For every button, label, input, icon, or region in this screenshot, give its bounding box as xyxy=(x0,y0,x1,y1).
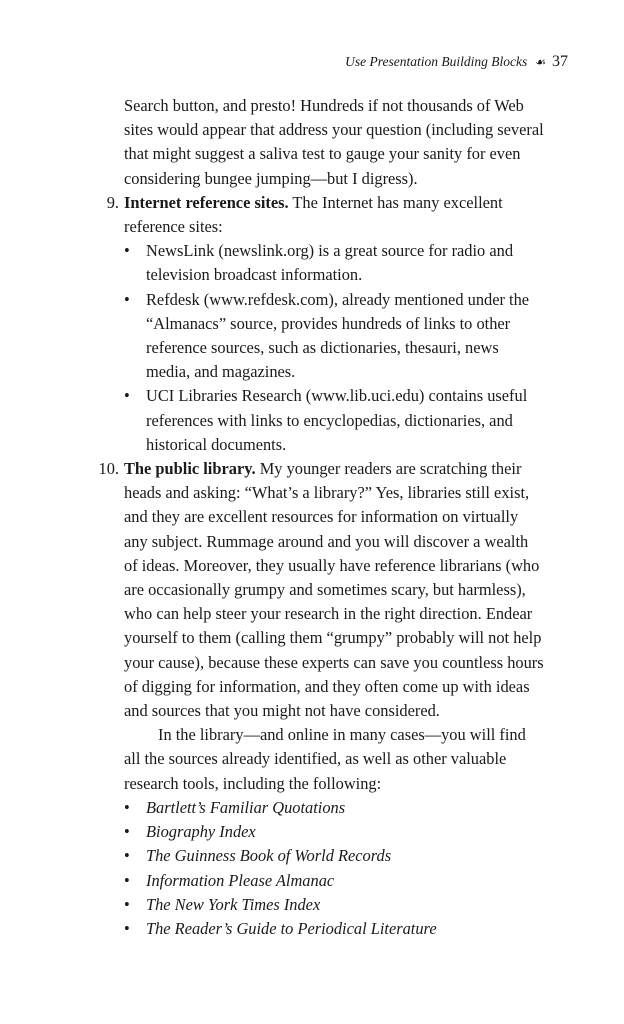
bullet-icon: • xyxy=(124,386,130,406)
text-line: any subject. Rummage around and you will discover a wealth xyxy=(124,531,529,551)
text-line: are occasionally grumpy and sometimes scary, but harmless), xyxy=(124,580,526,600)
bullet-icon: • xyxy=(124,822,130,842)
text-line: of digging for information, and they often come up with ideas xyxy=(124,676,530,696)
book-title: Information Please Almanac xyxy=(146,870,335,890)
research-tools-list xyxy=(124,796,574,941)
bullet-icon: • xyxy=(124,846,130,866)
text-line: My younger readers are scratching their xyxy=(259,459,522,479)
text-line: media, and magazines. xyxy=(146,362,296,382)
text-line: Refdesk (www.refdesk.com), already mentioned under the xyxy=(146,289,530,309)
library-paragraph xyxy=(124,723,574,796)
running-title: Use Presentation Building Blocks xyxy=(345,54,528,69)
text-line: who can help steer your research in the right direction. Endear xyxy=(124,604,533,624)
fleuron-ornament-icon: ☙ xyxy=(535,55,546,69)
text-line: Search button, and presto! Hundreds if not thousands of Web xyxy=(124,96,524,115)
page-body xyxy=(98,94,574,941)
text-line: and sources that you might not have considered. xyxy=(124,701,440,721)
bullet-item xyxy=(124,893,574,917)
bullet-item xyxy=(124,239,574,287)
text-line: considering bungee jumping—but I digress). xyxy=(124,168,418,188)
text-line: of ideas. Moreover, they usually have reference librarians (who xyxy=(124,555,540,575)
bullet-icon: • xyxy=(124,289,130,309)
item-number: 9. xyxy=(106,192,119,212)
text-line: sites would appear that address your question (including several xyxy=(124,120,544,140)
book-title: Biography Index xyxy=(146,822,256,842)
bullet-item xyxy=(124,820,574,844)
running-header xyxy=(345,53,568,71)
list-item-10 xyxy=(98,457,574,941)
bullet-item xyxy=(124,917,574,941)
item-number: 10. xyxy=(98,459,119,479)
text-line: television broadcast information. xyxy=(146,265,363,285)
bullet-item xyxy=(124,844,574,868)
item-heading: Internet reference sites. xyxy=(124,192,289,212)
text-line: UCI Libraries Research (www.lib.uci.edu) contains useful xyxy=(146,386,528,406)
text-line: “Almanacs” source, provides hundreds of links to other xyxy=(146,313,511,333)
book-title: The Reader’s Guide to Periodical Literature xyxy=(146,918,437,938)
text-line: reference sources, such as dictionaries, thesauri, news xyxy=(146,338,499,358)
list-item-9 xyxy=(106,191,574,457)
page-number: 37 xyxy=(552,53,568,70)
text-line: your cause), because these experts can save you countless hours xyxy=(124,652,544,672)
bullet-item xyxy=(124,384,574,457)
text-line: references with links to encyclopedias, dictionaries, and xyxy=(146,410,513,430)
book-title: The Guinness Book of World Records xyxy=(146,846,392,866)
text-line: reference sites: xyxy=(124,217,223,237)
book-title: The New York Times Index xyxy=(146,894,321,914)
text-line: and they are excellent resources for information on virtually xyxy=(124,507,519,527)
text-line: historical documents. xyxy=(146,434,287,454)
bullet-item xyxy=(124,288,574,385)
text-line: NewsLink (newslink.org) is a great source for radio and xyxy=(146,241,514,261)
bullet-icon: • xyxy=(124,870,130,890)
bullet-icon: • xyxy=(124,241,130,261)
reference-sites-list xyxy=(124,239,574,457)
text-line: yourself to them (calling them “grumpy” probably will not help xyxy=(124,628,542,648)
continuation-paragraph xyxy=(124,94,574,191)
bullet-item xyxy=(124,796,574,820)
item-heading: The public library. xyxy=(124,459,256,479)
text-line: that might suggest a saliva test to gauge your sanity for even xyxy=(124,144,521,164)
bullet-icon: • xyxy=(124,918,130,938)
text-line: In the library—and online in many cases—you will find xyxy=(158,725,526,745)
book-title: Bartlett’s Familiar Quotations xyxy=(146,797,346,817)
text-line: The Internet has many excellent xyxy=(292,192,503,212)
bullet-item xyxy=(124,869,574,893)
text-line: all the sources already identified, as well as other valuable xyxy=(124,749,507,769)
bullet-icon: • xyxy=(124,797,130,817)
text-line: research tools, including the following: xyxy=(124,773,382,793)
bullet-icon: • xyxy=(124,894,130,914)
text-line: heads and asking: “What’s a library?” Yes, libraries still exist, xyxy=(124,483,530,503)
